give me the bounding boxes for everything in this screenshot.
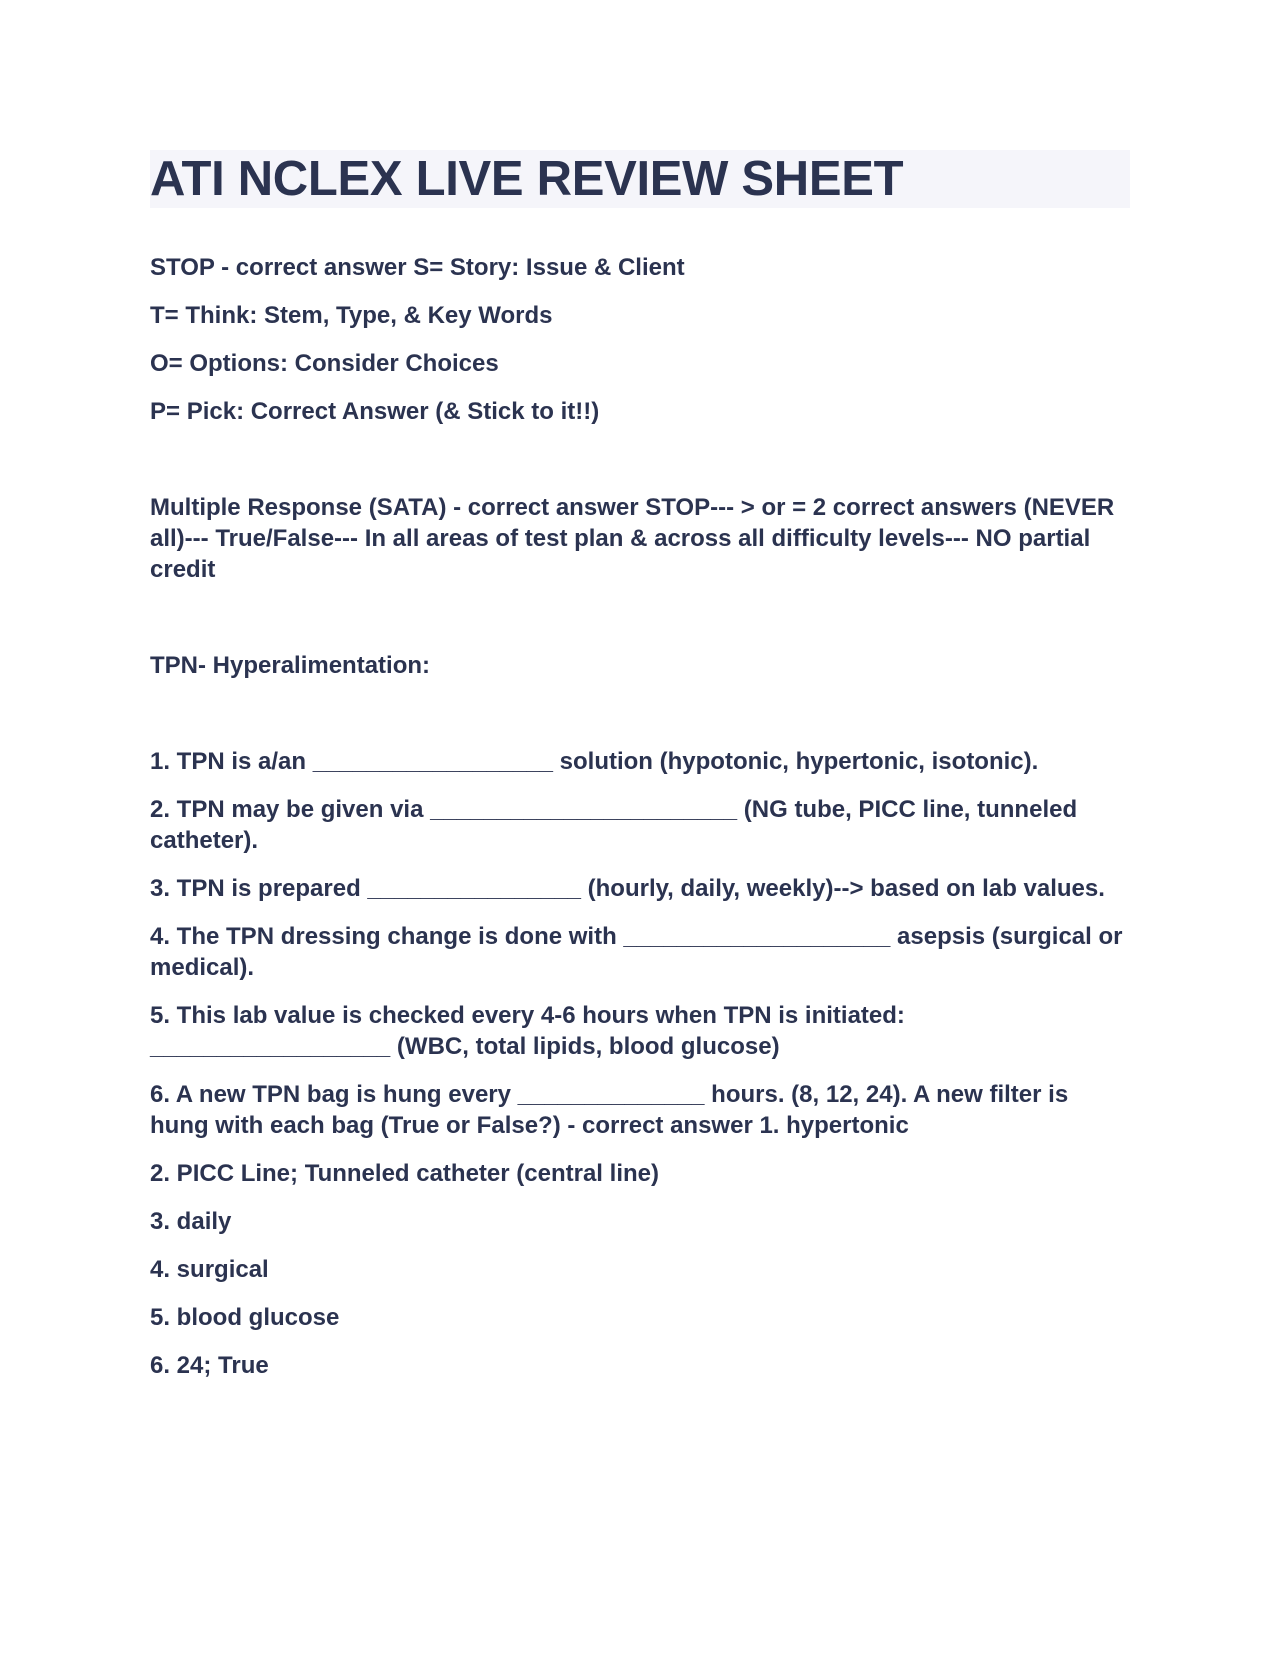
question-3: 3. TPN is prepared ________________ (hourly, daily, weekly)--> based on lab values. xyxy=(150,875,1105,902)
document-page xyxy=(150,150,1130,1398)
stop-line-o: O= Options: Consider Choices xyxy=(150,350,499,377)
sata-paragraph: Multiple Response (SATA) - correct answer STOP--- > or = 2 correct answers (NEVER all)--- True/False--- In all areas of test plan & across all difficulty levels--- NO partial credit xyxy=(150,494,1115,583)
spacer xyxy=(150,698,1130,746)
spacer xyxy=(150,444,1130,492)
stop-line-p: P= Pick: Correct Answer (& Stick to it!!) xyxy=(150,398,600,425)
question-2: 2. TPN may be given via _______________________ (NG tube, PICC line, tunneled catheter). xyxy=(150,796,1078,854)
question-6: 6. A new TPN bag is hung every ______________ hours. (8, 12, 24). A new filter is hung with each bag (True or False?) - correct answer 1. hypertonic xyxy=(150,1081,1069,1139)
answer-6: 6. 24; True xyxy=(150,1352,269,1379)
question-4: 4. The TPN dressing change is done with ____________________ asepsis (surgical or medical). xyxy=(150,923,1123,981)
spacer xyxy=(150,602,1130,650)
tpn-heading: TPN- Hyperalimentation: xyxy=(150,652,431,679)
question-5: 5. This lab value is checked every 4-6 hours when TPN is initiated: __________________ (WBC, total lipids, blood glucose) xyxy=(150,1002,905,1060)
answer-2: 2. PICC Line; Tunneled catheter (central line) xyxy=(150,1160,659,1187)
answer-4: 4. surgical xyxy=(150,1256,269,1283)
title-band xyxy=(150,150,1130,208)
stop-line-t: T= Think: Stem, Type, & Key Words xyxy=(150,302,553,329)
stop-line-s: STOP - correct answer S= Story: Issue & Client xyxy=(150,254,685,281)
answer-3: 3. daily xyxy=(150,1208,232,1235)
question-1: 1. TPN is a/an __________________ solution (hypotonic, hypertonic, isotonic). xyxy=(150,748,1039,775)
answer-5: 5. blood glucose xyxy=(150,1304,340,1331)
page-title: ATI NCLEX LIVE REVIEW SHEET xyxy=(150,152,904,206)
